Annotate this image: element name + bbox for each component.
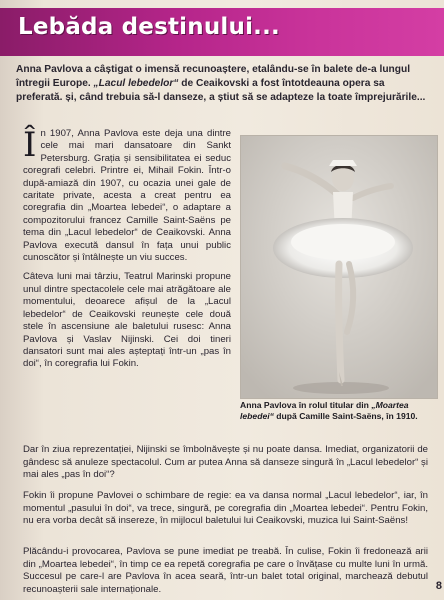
caption-text-1: Anna Pavlova în rolul titular din [240,400,372,410]
intro-text-1: Anna Pavlova a câștigat o imensă recunoaștere, etalându-se în balete de-a lungul întregii Europe. [16,64,411,89]
ballerina-illustration [241,136,437,398]
ballerina-photo [240,135,438,399]
body-paragraph-1-text: n 1907, Anna Pavlova este deja una dintre cele mai mari dansatoare din Sankt Petersburg. Grația și sensibilitatea ei seduc coregrafi celebri. Printre ei, Mihail Fokin. Într-o după-amiază din 1907, cu ocazia unei gale de caritate private, acesta a creat pentru ea coregrafia din „Moartea lebedei“, o adaptare a compozitorului francez Camille Saint-Saëns pe tema din „Lacul lebedelor“ de Ceaikovski. Anna Pavlova execută dansul în fața unui public cunoscător și întâlnește un viu succes. [23,128,231,264]
drop-cap: Î [23,125,37,165]
caption-work-title: „Moartea lebedei“ [240,400,409,421]
body-paragraph-3: Dar în ziua reprezentației, Nijinski se îmbolnăvește și nu poate dansa. Imediat, organizatorii de gândesc să anuleze spectacolul. Cum ar putea Anna să danseze singură în „Lacul lebedelor“ și mai ales „pas în doi“? [23,444,428,481]
body-paragraph-4: Fokin îi propune Pavlovei o schimbare de regie: ea va dansa normal „Lacul lebedelor“, iar, în momentul „pasului în doi“, va trece, singură, pe coregrafia din „Moartea lebedei“. Pentru Fokin, nu era vorba decât să insereze, în mijlocul baletului lui Ceaikovski, muzica lui Saint-Saëns! [23,490,428,527]
intro-work-title: „Lacul lebedelor“ [93,78,179,89]
left-column [23,125,231,378]
article-title: Lebăda destinului... [18,14,280,40]
photo-caption [240,400,440,422]
body-paragraph-1 [23,125,231,264]
intro-paragraph [16,63,426,105]
caption-text-2: după Camille Saint-Saëns, în 1910. [273,411,418,421]
intro-text-2: de Ceaikovski a fost întotdeauna opera sa preferată. și, când trebuia să-l danseze, a știut să se adapteze la toate împrejurările... [16,78,426,103]
page-number: 8 [435,580,442,592]
body-paragraph-5: Plăcându-i provocarea, Pavlova se pune imediat pe treabă. În culise, Fokin îi fredonează arii din „Moartea lebedei“, în timp ce ea repetă coregrafia pe care o învățase cu multe luni în urmă. Succesul pe care-l are Pavlova în acea seară, într-un balet total original, marchează debutul recunoașterii sale internaționale. [23,546,428,595]
body-paragraph-2: Câteva luni mai târziu, Teatrul Marinski propune unul dintre spectacolele cele mai atrăgătoare ale momentului, deoarece afișul de la „Lacul lebedelor“ de Ceaikovski reunește cele două stele în ascensiune ale baletului rusesc: Anna Pavlova și Vaslav Nijinski. Cei doi tineri dansatori sunt mai ales așteptați într-un „pas în doi“, în coregrafia lui Fokin. [23,271,231,370]
